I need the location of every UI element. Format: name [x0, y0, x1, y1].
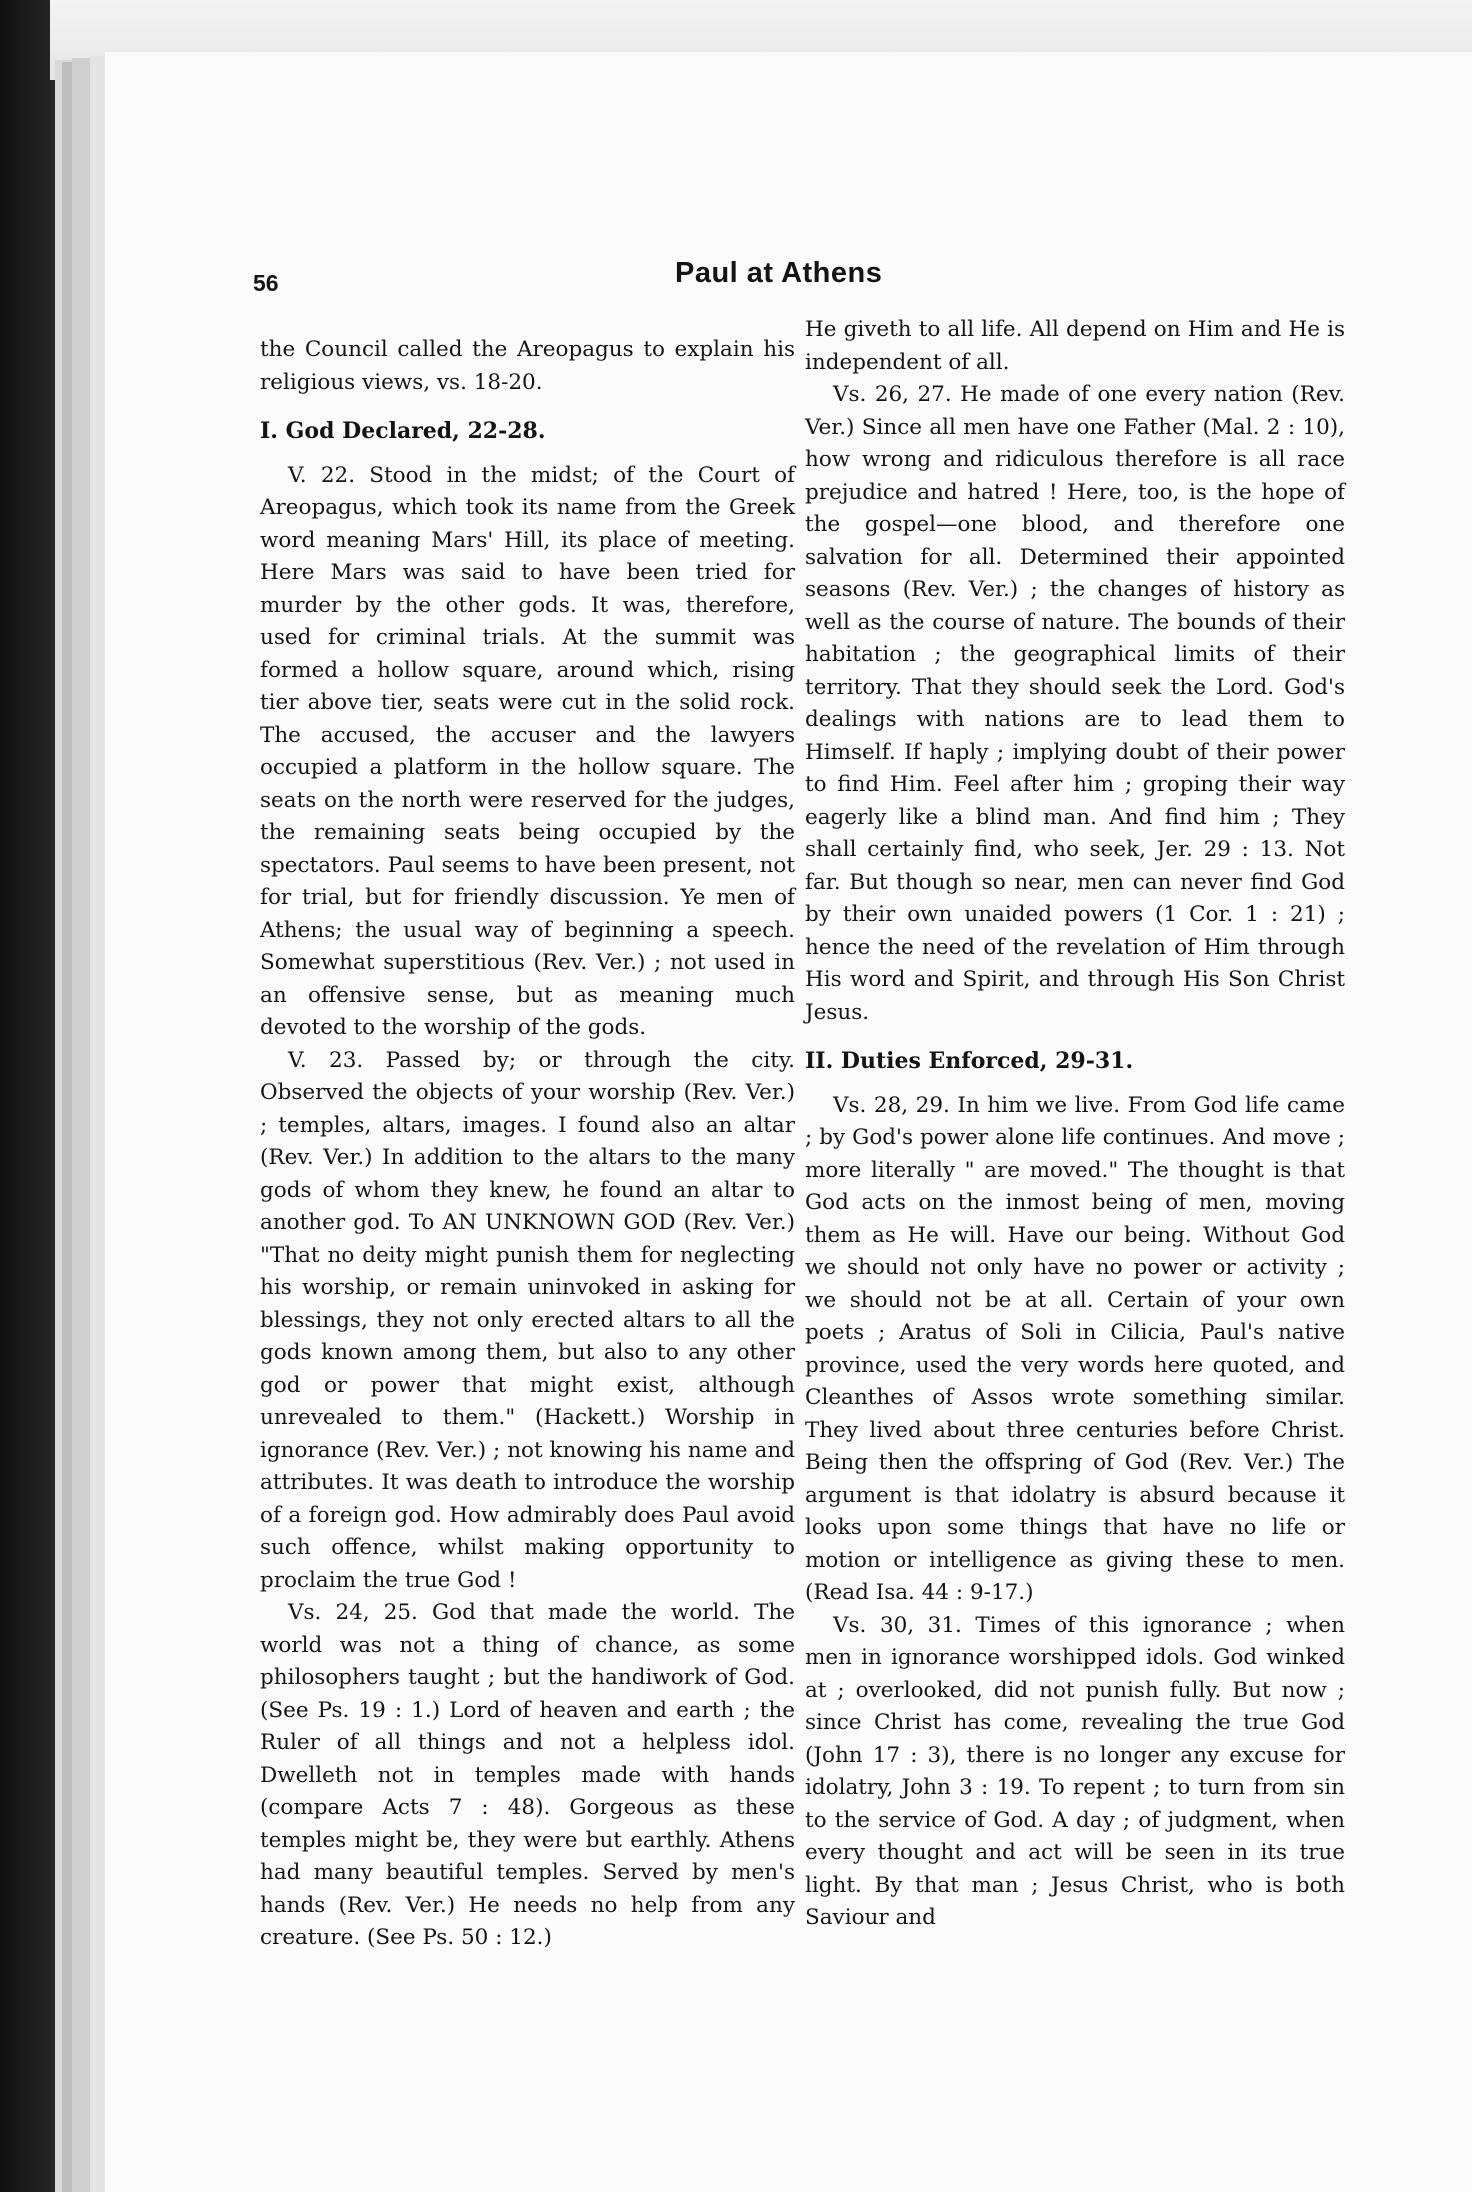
paragraph: Vs. 30, 31. Times of this ignorance ; when men in ignorance worshipped idols. God winked at ; overlooked, did not punish fully. But now ; since Christ has come, revealing the true God (John 17 : 3), there is no longer any excuse for idolatry, John 3 : 19. To repent ; to turn from sin to the service of God. A day ; of judgment, when every thought and act will be seen in its true light. By that man ; Jesus Christ, who is both Saviour and	[805, 1612, 1345, 1930]
paragraph: V. 23. Passed by; or through the city. Observed the objects of your worship (Rev. Ver.) ; temples, altars, images. I found also an altar (Rev. Ver.) In addition to the altars to the many gods of whom they knew, he found an altar to another god. To AN UNKNOWN GOD (Rev. Ver.) "That no deity might punish them for neglecting his worship, or remain uninvoked in asking for blessings, they not only erected altars to all the gods known among them, but also to any other god or power that might exist, although unrevealed to them." (Hackett.) Worship in ignorance (Rev. Ver.) ; not knowing his name and attributes. It was death to introduce the worship of a foreign god. How admirably does Paul avoid such offence, whilst making opportunity to proclaim the true God !	[260, 1047, 795, 1593]
paragraph: Vs. 24, 25. God that made the world. The world was not a thing of chance, as some philosophers taught ; but the handiwork of God. (See Ps. 19 : 1.) Lord of heaven and earth ; the Ruler of all things and not a helpless idol. Dwelleth not in temples made with hands (compare Acts 7 : 48). Gorgeous as these temples might be, they were but earthly. Athens had many beautiful temples. Served by men's hands (Rev. Ver.) He needs no help from any creature. (See Ps. 50 : 12.)	[260, 1600, 795, 1950]
book-page	[105, 52, 1472, 2192]
right-column	[805, 314, 1345, 1935]
book-gutter	[0, 0, 60, 2192]
paragraph: Vs. 28, 29. In him we live. From God life came ; by God's power alone life continues. And move ; more literally " are moved." The thought is that God acts on the inmost being of men, moving them as He will. Have our being. Without God we should not only have no power or activity ; we should not be at all. Certain of your own poets ; Aratus of Soli in Cilicia, Paul's native province, used the very words here quoted, and Cleanthes of Assos wrote something similar. They lived about three centuries before Christ. Being then the offspring of God (Rev. Ver.) The argument is that idolatry is absurd because it looks upon some things that have no life or motion or intelligence as giving these to men. (Read Isa. 44 : 9-17.)	[805, 1092, 1345, 1605]
left-column	[260, 334, 795, 1955]
page-number: 56	[253, 270, 279, 296]
running-title: Paul at Athens	[675, 257, 883, 289]
paragraph: He giveth to all life. All depend on Him and He is independent of all.	[805, 317, 1345, 375]
section-heading: I. God Declared, 22-28.	[260, 418, 546, 444]
paragraph: the Council called the Areopagus to explain his religious views, vs. 18-20.	[260, 337, 795, 395]
paragraph: Vs. 26, 27. He made of one every nation (Rev. Ver.) Since all men have one Father (Mal. 2 : 10), how wrong and ridiculous therefore is all race prejudice and hatred ! Here, too, is the hope of the gospel—one blood, and therefore one salvation for all. Determined their appointed seasons (Rev. Ver.) ; the changes of history as well as the course of nature. The bounds of their habitation ; the geographical limits of their territory. That they should seek the Lord. God's dealings with nations are to lead them to Himself. If haply ; implying doubt of their power to find Him. Feel after him ; groping their way eagerly like a blind man. And find him ; They shall certainly find, who seek, Jer. 29 : 13. Not far. But though so near, men can never find God by their own unaided powers (1 Cor. 1 : 21) ; hence the need of the revelation of Him through His word and Spirit, and through His Son Christ Jesus.	[805, 382, 1345, 1025]
section-heading: II. Duties Enforced, 29-31.	[805, 1048, 1134, 1074]
paragraph: V. 22. Stood in the midst; of the Court of Areopagus, which took its name from the Greek word meaning Mars' Hill, its place of meeting. Here Mars was said to have been tried for murder by the other gods. It was, therefore, used for criminal trials. At the summit was formed a hollow square, around which, rising tier above tier, seats were cut in the solid rock. The accused, the accuser and the lawyers occupied a platform in the hollow square. The seats on the north were reserved for the judges, the remaining seats being occupied by the spectators. Paul seems to have been present, not for trial, but for friendly discussion. Ye men of Athens; the usual way of beginning a speech. Somewhat superstitious (Rev. Ver.) ; not used in an offensive sense, but as meaning much devoted to the worship of the gods.	[260, 462, 795, 1040]
